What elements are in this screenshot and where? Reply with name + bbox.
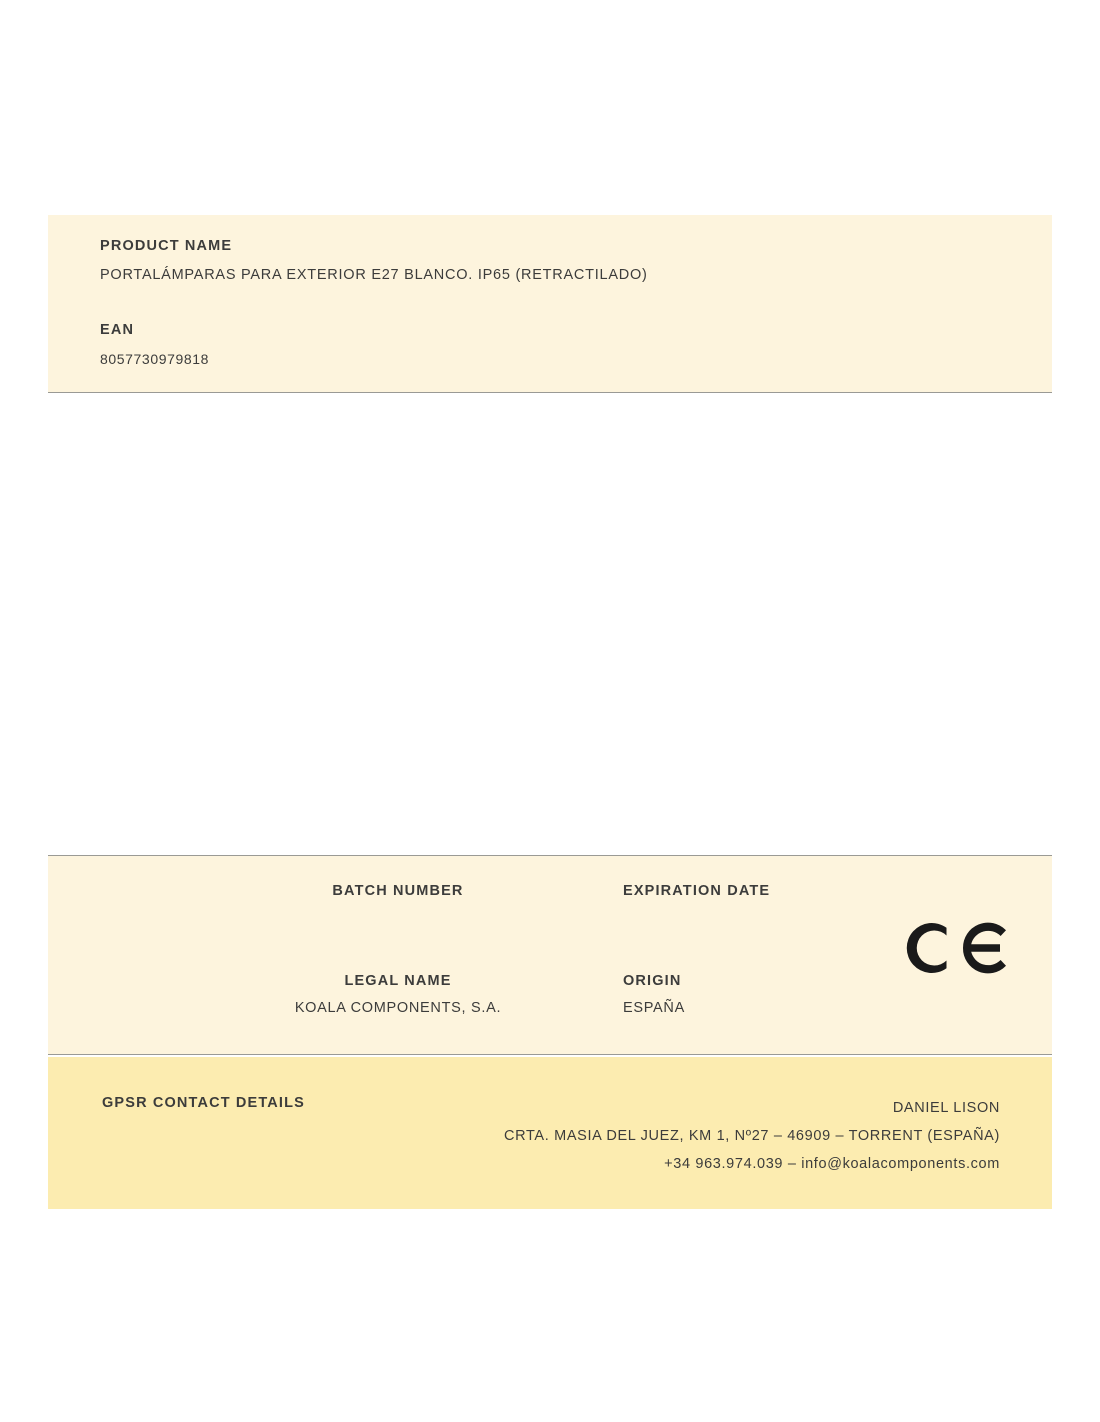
- legal-name-group: [228, 973, 568, 1017]
- gpsr-contact-block: [48, 1057, 1052, 1209]
- gpsr-contact-address: CRTA. MASIA DEL JUEZ, KM 1, Nº27 – 46909 – TORRENT (ESPAÑA): [504, 1128, 1000, 1144]
- product-name-label: PRODUCT NAME: [100, 238, 233, 254]
- gpsr-contact-name: DANIEL LISON: [892, 1100, 1000, 1116]
- ean-group: [100, 321, 1052, 368]
- ean-label: EAN: [100, 321, 135, 338]
- gpsr-contact-lines: [504, 1094, 1000, 1178]
- expiration-date-label: EXPIRATION DATE: [623, 883, 771, 899]
- product-info-inner: [48, 215, 1052, 368]
- gpsr-contact-label: GPSR CONTACT DETAILS: [102, 1095, 305, 1111]
- batch-number-value: [228, 910, 568, 927]
- origin-label: ORIGIN: [623, 973, 682, 989]
- product-name-value: PORTALÁMPARAS PARA EXTERIOR E27 BLANCO. IP65 (RETRACTILADO): [100, 266, 648, 283]
- batch-number-group: [228, 883, 568, 927]
- legal-name-value: KOALA COMPONENTS, S.A.: [294, 1000, 502, 1016]
- origin-group: [623, 973, 963, 1017]
- gpsr-contact-phone-email: +34 963.974.039 – info@koalacomponents.com: [664, 1156, 1000, 1172]
- ce-mark-icon: [903, 918, 1013, 978]
- legal-name-label: LEGAL NAME: [344, 973, 452, 989]
- batch-number-label: BATCH NUMBER: [332, 883, 464, 899]
- product-info-block: [48, 215, 1052, 393]
- ean-value: 8057730979818: [100, 350, 210, 367]
- product-details-block: [48, 855, 1052, 1055]
- origin-value: ESPAÑA: [623, 1000, 685, 1016]
